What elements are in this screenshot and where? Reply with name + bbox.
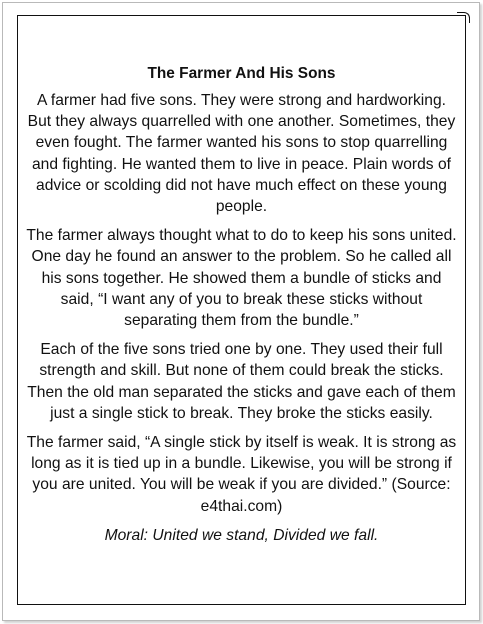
border-corner-decoration: [457, 12, 470, 23]
story-paragraph-1: A farmer had five sons. They were strong and hardworking. But they always quarrelled with one another. Sometimes, they even fought. The farmer wanted his sons to stop quarrelling and fighting. He wanted them to live in peace. Plain words of advice or scolding did not have much effect on these young people.: [27, 92, 456, 216]
story-title: The Farmer And His Sons: [147, 65, 336, 82]
story-paragraph-2: The farmer always thought what to do to keep his sons united. One day he found an answer to the problem. So he called all his sons together. He showed them a bundle of sticks and said, “I want any of you to break these sticks without separating them from the bundle.”: [26, 227, 457, 330]
story-moral: Moral: United we stand, Divided we fall.: [104, 526, 379, 544]
story-paragraph-4: The farmer said, “A single stick by itself is weak. It is strong as long as it is tied up in a bundle. Likewise, you will be strong if you are united. You will be weak if you are divided.” (Source: e4thai.com): [26, 434, 457, 515]
story-content: [24, 64, 459, 546]
story-paragraph-3: Each of the five sons tried one by one. They used their full strength and skill. But none of them could break the sticks. Then the old man separated the sticks and gave each of them just a single stick to break. They broke the sticks easily.: [27, 341, 456, 422]
